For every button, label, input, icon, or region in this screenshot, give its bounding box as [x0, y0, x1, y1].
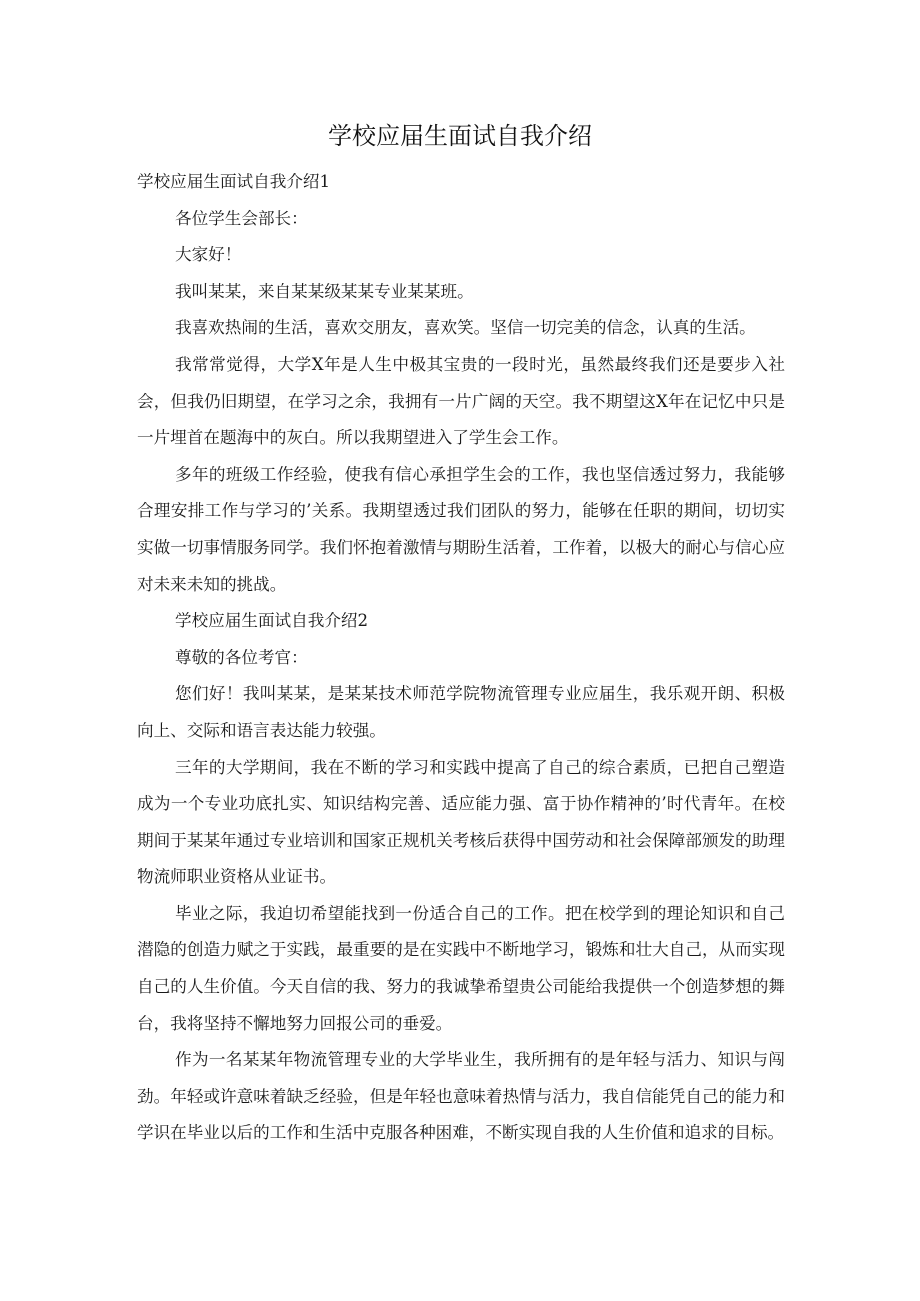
document-title: 学校应届生面试自我介绍 [328, 122, 592, 150]
paragraph-class-experience: 多年的班级工作经验，使我有信心承担学生会的工作，我也坚信透过努力，我能够合理安排工作与学习的’关系。我期望透过我们团队的努力，能够在任职的期间，切切实实做一切事情服务同学。我们怀抱着激情与期盼生活着，工作着，以极大的耐心与信心应对未来未知的挑战。 [137, 464, 785, 594]
salutation-2: 尊敬的各位考官： [175, 647, 308, 667]
paragraph-hobbies: 我喜欢热闹的生活，喜欢交朋友，喜欢笑。坚信一切完美的信念，认真的生活。 [175, 318, 756, 338]
paragraph-graduation: 毕业之际，我迫切希望能找到一份适合自己的工作。把在校学到的理论知识和自己潜隐的创造力赋之于实践，最重要的是在实践中不断地学习，锻炼和壮大自己，从而实现自己的人生价值。今天自信的我、努力的我诚挚希望贵公司能给我提供一个创造梦想的舞台，我将坚持不懈地努力回报公司的垂爱。 [137, 903, 785, 1033]
section-heading-1: 学校应届生面试自我介绍1 [137, 172, 331, 191]
paragraph-intro-1: 我叫某某，来自某某级某某专业某某班。 [175, 281, 474, 301]
greeting: 大家好！ [175, 245, 242, 265]
paragraph-intro-2: 您们好！我叫某某，是某某技术师范学院物流管理专业应届生，我乐观开朗、积极向上、交际和语言表达能力较强。 [137, 684, 785, 740]
paragraph-university-years: 我常常觉得，大学X年是人生中极其宝贵的一段时光，虽然最终我们还是要步入社会，但我仍旧期望，在学习之余，我拥有一片广阔的天空。我不期望这X年在记忆中只是一片埋首在题海中的灰白。所以我期望进入了学生会工作。 [137, 354, 785, 448]
document-body [137, 164, 785, 1152]
paragraph-conclusion: 作为一名某某年物流管理专业的大学毕业生，我所拥有的是年轻与活力、知识与闯劲。年轻或许意味着缺乏经验，但是年轻也意味着热情与活力，我自信能凭自己的能力和学识在毕业以后的工作和生活中克服各种困难，不断实现自我的人生价值和追求的目标。 [137, 1050, 785, 1143]
section-heading-2: 学校应届生面试自我介绍2 [175, 611, 369, 631]
paragraph-study-period: 三年的大学期间，我在不断的学习和实践中提高了自己的综合素质，已把自己塑造成为一个专业功底扎实、知识结构完善、适应能力强、富于协作精神的’时代青年。在校期间于某某年通过专业培训和国家正规机关考核后获得中国劳动和社会保障部颁发的助理物流师职业资格从业证书。 [137, 757, 785, 887]
salutation-1: 各位学生会部长： [175, 208, 308, 228]
